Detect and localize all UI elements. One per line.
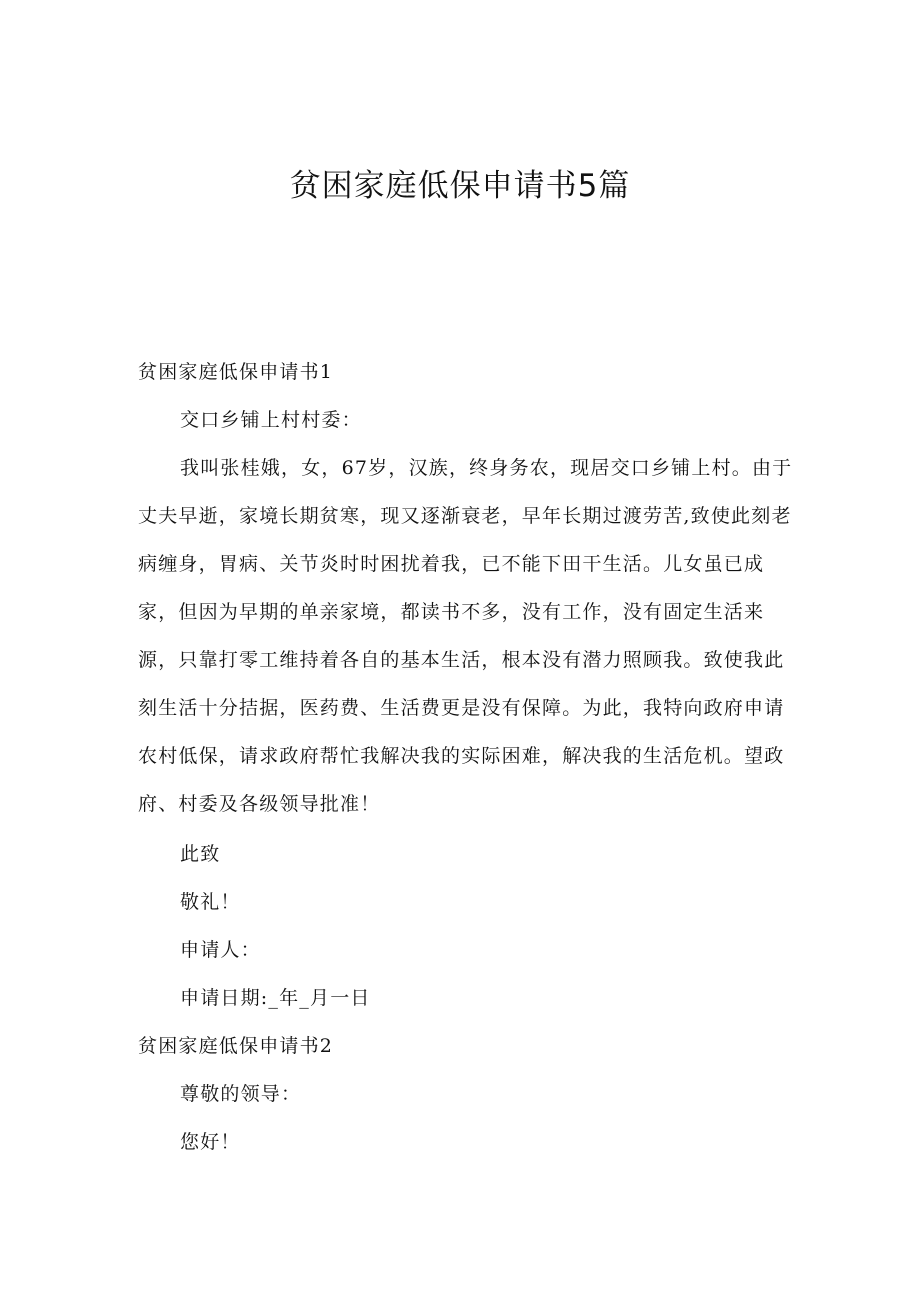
paragraph-line: 农村低保，请求政府帮忙我解决我的实际困难，解决我的生活危机。望政 xyxy=(138,745,785,767)
section-1-salutation: 交口乡铺上村村委： xyxy=(180,409,362,431)
paragraph-line: 我叫张桂娥，女，67岁，汉族，终身务农，现居交口乡铺上村。由于 xyxy=(180,457,793,479)
section-2-greeting: 您好！ xyxy=(180,1131,241,1153)
closing-regards: 此致 xyxy=(180,843,221,865)
document-title: 贫困家庭低保申请书5篇 xyxy=(289,168,631,204)
paragraph-line: 病缠身，胃病、关节炎时时困扰着我，已不能下田干生活。儿女虽已成 xyxy=(138,553,765,575)
section-1-heading: 贫困家庭低保申请书1 xyxy=(138,361,334,383)
paragraph-line: 府、村委及各级领导批准！ xyxy=(138,793,381,815)
paragraph-line: 家，但因为早期的单亲家境，都读书不多，没有工作，没有固定生活来 xyxy=(138,601,765,623)
section-2-heading: 贫困家庭低保申请书2 xyxy=(138,1035,334,1057)
paragraph-line: 源，只靠打零工维持着各自的基本生活，根本没有潜力照顾我。致使我此 xyxy=(138,649,785,671)
paragraph-line: 刻生活十分拮据，医药费、生活费更是没有保障。为此，我特向政府申请 xyxy=(138,697,785,719)
application-date: 申请日期:_年_月一日 xyxy=(180,987,371,1009)
section-2-salutation: 尊敬的领导： xyxy=(180,1083,302,1105)
closing-salute: 敬礼！ xyxy=(180,891,241,913)
applicant-label: 申请人： xyxy=(180,939,261,961)
paragraph-line: 丈夫早逝，家境长期贫寒，现又逐渐衰老，早年长期过渡劳苦,致使此刻老 xyxy=(138,505,792,527)
